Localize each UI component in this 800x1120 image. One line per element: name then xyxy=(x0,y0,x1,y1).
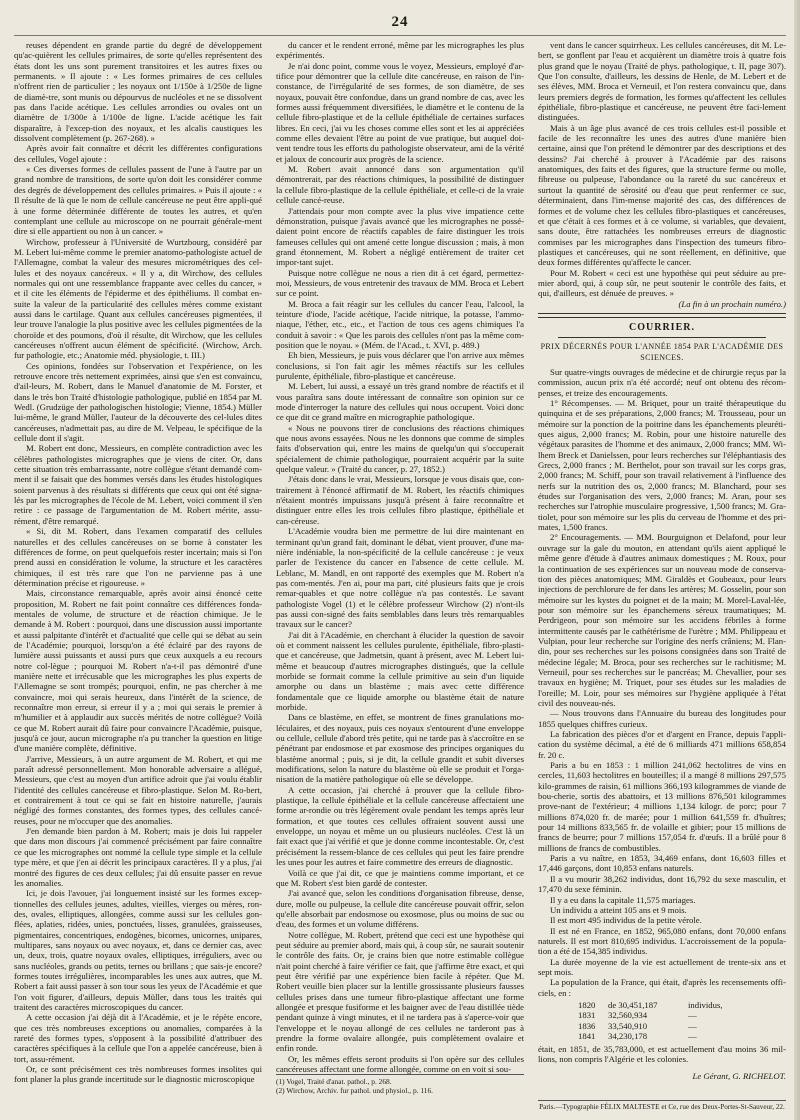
imprint: Paris.—Typographie FÉLIX MALTESTE et Ce, rue des Deux-Portes-St-Sauveur, 22. xyxy=(538,1100,786,1111)
paragraph: Notre collègue, M. Robert, prétend que ceci est une hypothèse qui peut séduire au premier abord, mais qui, à coup sûr, ne saurait soutenir le contrôle des faits. Or, je crains bien que notre estimable collègue n'ait point cherché à faire vérifier ce fait, que j'affirme être exact, et qui peut être vérifié par une expérience bien facile à répéter. Que M. Robert veuille bien placer sur la lentille grossissante plusieurs fausses cellules prises dans une tumeur fibro-plastique affectant une forme allongée et presque fusiforme et les baigner avec de l'eau distillée tiède pendant quinze à vingt minutes, et il ne tardera pas à s'aperce-voir que l'enveloppe et le noyau allongé de ces cellules ne tarderont pas à prendre la forme ovalaire allongée, puis complètement ovalaire et enfin ronde. xyxy=(276,929,524,1054)
table-row xyxy=(578,1021,786,1032)
title-rule xyxy=(558,337,766,338)
paragraph: J'arrive, Messieurs, à un autre argument de M. Robert, et qui me paraît adressé personnellement. Mon honorable adversaire a allégué, Messieurs, que c'est au moyen d'un artifice adroit que j'ai voulu établir l'identité des cellules cancéreuse et fibro-plastique. Selon M. Ro-bert, et contrairement à tout ce qui se fait en histoire naturelle, j'aurais négligé des formes constantes, des formes types, des cellules cancé-reuses, pour ne m'occuper que des anomalies. xyxy=(14,753,262,826)
paragraph: La durée moyenne de la vie est actuellement de trente-six ans et sept mois. xyxy=(538,956,786,977)
paragraph: Je n'ai donc point, comme vous le voyez, Messieurs, employé d'ar-tifice pour démontrer que la cellule dite cancéreuse, en raison de l'in-constance, de l'irrégularité de ses formes, de son diamètre, de ses noyaux, pouvait être confondue, dans un grand nombre de cas, avec les formes aussi fréquemment diversifiées, le diamètre et le contenu de la cellule fibro-plastique et de la cellule épithéliale de certaines surfaces libres. En ceci, j'ai vu les choses comme elles sont et les ai appréciées comme elles devaient l'être au point de vue pratique, but auquel doi-vent tendre tous les efforts du pathologiste observateur, ami de la vérité et jaloux de concourir aux progrès de la science. xyxy=(276,60,524,164)
footnote: (1) Vogel, Traité d'anat. pathol., p. 268. xyxy=(276,1077,392,1086)
paragraph: Or, les mêmes effets seront produits si l'on opère sur des cellules cancéreuses affectant une forme allongée, comme on en voit si sou- xyxy=(276,1053,524,1075)
table-cell-unit: — xyxy=(688,1031,697,1042)
paragraph: M. Robert avait annoncé dans son argumentation qu'il démontrerait, par des réactions chimiques, la possibilité de distinguer la cellule fibro-plastique de la cellule épithéliale, et celle-ci de la vraie cellule cancé-reuse. xyxy=(276,164,524,206)
paragraph: reuses dépendent en grande partie du degré de développement qu'ac-quièrent les cellules primaires, de sorte qu'elles représentent des états dont les uns sont purement transitoires et les autres fixes ou permanents. » Il ajoute : « Les formes primaires de ces cellules n'offrent rien de particulier ; les noyaux ont 1/150e à 1/250e de ligne de diamè-tre, sont munis ou dépourvus de nucléoles et ne se dissolvent pas dans l'acide acétique. Les cellules arrondies ou ovales ont un diamètre de 1/300e à 1/100e de ligne. L'acide acétique les fait disparaître, à l'excep-tion des noyaux, et les alcalis caustiques les dissolvent complètement (p. 267-268). » xyxy=(14,40,262,144)
paragraph: La fabrication des pièces d'or et d'argent en France, depuis l'appli-cation du système décimal, a été de 6 milliards 471 millions 658,854 fr. 20 c. xyxy=(538,729,786,760)
paragraph: Puisque notre collègue ne nous a rien dit à cet égard, permettez-moi, Messieurs, de vous entretenir des travaux de MM. Broca et Lebert sur ce point. xyxy=(276,267,524,299)
paragraph: Voilà ce que j'ai dit, ce que je maintiens comme important, et ce que M. Robert s'est bien gardé de contester. xyxy=(276,867,524,888)
table-cell-unit: individus, xyxy=(688,999,723,1010)
paragraph: Il a vu mourir 38,262 individus, dont 16,792 du sexe masculin, et 17,470 du sexe féminin. xyxy=(538,873,786,895)
paragraph: « Ces diverses formes de cellules passent de l'une à l'autre par un grand nombre de transitions, de sorte qu'on doit les considérer comme des degrés de développement des cellules primaires. » Puis il ajoute : « Il résulte de là que le nom de cellule cancéreuse ne peut être appli-qué à une forme déterminée différente de toutes les autres, et qu'en contemplant une cellule au microscope on ne pourrait générale-ment dire si elle appartient ou non à un cancer. » xyxy=(14,164,262,237)
paragraph: Ces opinions, fondées sur l'observation et l'expérience, on les retrouve encore très nettement exprimées, ainsi que s'en est convaincu, d'ail-leurs, M. Robert, dans le Manuel d'anatomie de M. Forster, et dans le très bon Traité d'histologie pathologique, publié en 1854 par M. Wedl. (Grudzüge der pathologischen histologie; Vienne, 1854.) Müller lui-même, le grand Müller, l'auteur de la découverte des cel-lules dites cancéreuses, n'admettait pas, au dire de M. Velpeau, le spécifique de la cellule dont il s'agit. xyxy=(14,360,262,444)
paragraph: Sur quatre-vingts ouvrages de médecine et de chirurgie reçus par la commission, aucun prix n'a été accordé; neuf ont obtenu des récom-penses, et treize des encouragements. xyxy=(538,366,786,398)
table-cell-unit: — xyxy=(688,1020,697,1031)
continued-note: (La fin à un prochain numéro.) xyxy=(678,298,786,309)
paragraph: M. Broca a fait réagir sur les cellules du cancer l'eau, l'alcool, la teinture d'iode, l'acide acétique, l'acide nitrique, la potasse, l'ammo-niaque, l'éther, etc., etc., et l'action de tous ces agens chimiques l'a conduit à savoir : « Que les parois des cellules n'ont pas la même com-position que le noyau. » (Mém. de l'Acad., t. XVI, p. 489.) xyxy=(276,298,524,350)
footnotes xyxy=(276,1074,524,1095)
table-cell-value: 34,230,178 xyxy=(608,1031,648,1042)
paragraph: Wirchow, professeur à l'Université de Wurtzbourg, considéré par M. Lebert lui-même comme le premier anatomo-pathologiste actuel de l'Allemagne, combat la valeur des mesures micrométriques des cel-lules et des noyaux cancéreux. « Il y a, dit Wirchow, des cellules normales qui ont une ressemblance frappante avec celles du cancer, » et il cite les éléments de l'épiderme et des épithéliums. Il combat en-suite la valeur de la particularité des cellules mères comme existant aussi dans le cartilage. Quant aux cellules cancéreuses pigmentées, il leur trouve l'analogie la plus positive avec les cellules pigmentées de la choroïde et des poumons, d'où il résulte, dit Wirchow, que les cellules cancéreuses n'offrent aucun élément de spécificité. (Wirchow, Arch. fur pathologie, etc.; Anatomie méd. physiologie, t. III.) xyxy=(14,236,262,361)
paragraph: Il y a eu dans la capitale 11,575 mariages. xyxy=(550,894,696,905)
paragraph: Mais à un âge plus avancé de ces trois cellules est-il possible et facile de les reconnaître les unes des autres d'une manière bien certaine, ainsi que l'on prétend le démontrer par des descriptions et des dessins? J'ai cherché à prouver à l'Académie par des raisons anatomiques, des faits et des figures, que la structure ferme ou molle, fibreuse ou pulpeuse, l'abondance ou la rareté du suc cancéreux et surtout la quantité de sérosité ou d'eau que peut renfermer ce suc, déterminaient, dans l'im-mense majorité des cas, des différences de formes et de volume chez les cellules fibro-plastiques et cancéreuses, et que c'était à ces formes et à ce volume, si variables, que devaient, sans doute, être rattachées les nombreuses erreurs de diagnostic commises par les micrographes dans l'inspection des tumeurs fibro-plastiques et cancéreuses, qui ne sont réellement, en définitive, que deux formes différentes qu'affecte le cancer. xyxy=(538,122,786,268)
table-row xyxy=(578,1000,786,1011)
paragraph: Après avoir fait connaître et décrit les différentes configurations des cellules, Vogel ajoute : xyxy=(14,143,262,164)
paragraph: A cette occasion j'ai déjà dit à l'Académie, et je le répète encore, que ces très nombreuses exceptions ou anomalies, comparées à la rareté des formes types, s'opposent à la possibilité d'attribuer des caractères spécifiques à la cellule que l'on a appelée cancéreuse, bien à tort, assu-rément. xyxy=(14,1012,262,1064)
footnote: (2) Wirchow, Archiv. fur pathol. und physiol., p. 116. xyxy=(276,1086,434,1095)
paragraph: J'en demande bien pardon à M. Robert; mais je dois lui rappeler que dans mon discours j'ai commencé précisément par faire connaître ce que les micrographes ont nommé la cellule type simple et la cellule type mère, et que j'en ai décrit les principaux caractères. Il y a plus, j'ai montré des figures de ces deux cellules; j'ai dû ensuite passer en revue les anomalies. xyxy=(14,826,262,888)
paragraph: J'étais donc dans le vrai, Messieurs, lorsque je vous disais que, con-trairement à l'énoncé affirmatif de M. Robert, les réactifs chimiques n'étaient montrés impuissans jusqu'à présent à faire reconnaître et distinguer entre elles les trois cellules fibro plastique, épithéliale et can-céreuse. xyxy=(276,474,524,526)
header-rule xyxy=(14,35,786,36)
paragraph: 1° Récompenses. — M. Briquet, pour un traité thérapeutique du quinquina et de ses préparations, 2,000 francs; M. Trousseau, pour un mémoire sur la ponction de la poitrine dans les épanchements pleuréti-ques aigus, 2,000 francs; M. Robin, pour une histoire naturelle des végétaux parasites de l'homme et des animaux, 2,000 francs; MM. Wi-lhem Breck et Danielssen, pour leurs recherches sur l'éléphantiasis des Grecs, 2,000 francs ; M. Berthelot, pour son travail sur les corps gras, 2,000 francs; M. Schiff, pour son travail relativement à l'influence des nerfs sur la nutrition des os, 2,000 francs; M. Blanchard, pour ses études sur l'organisation des vers, 2,000 francs; M. Aran, pour ses recherches sur l'atrophie musculaire progressive, 1,500 francs; M. Gra-tiolet, pour son mémoire sur les plis du cerveau de l'homme et des pri-mates, 1,500 francs. xyxy=(538,398,786,533)
paragraph: Ici, je dois l'avouer, j'ai longuement insisté sur les formes excep-tionnelles des cellules jeunes, adultes, vieilles, vierges ou mères, ron-des, ovales, elliptiques, allongées, comme aussi sur les cellules gon-flées, aplaties, ridées, unies, ponctuées, lisses, granulées, graisseuses, pigmentaires, concentriques, endogènes, bicornes, unicornes, unipares, multipares, sans noyaux ou avec noyaux, et, dans ce dernier cas, avec un, deux, trois, quatre noyaux ovales, elliptiques, irréguliers, avec ou sans nucléoles, grands ou petits, ternes ou brillans ; que sais-je encore? formes toutes irrégulières, incomparables les unes aux autres, que M. Robert a fait aussi passer à son tour sous les yeux de l'Académie et que l'on voit figurer, d'ailleurs, depuis Müller, dans tous les traités qui traitent des caractères microscopiques du cancer. xyxy=(14,888,262,1012)
paragraph: A cette occasion, j'ai cherché à prouver que la cellule fibro-plastique, la cellule épithéliale et la cellule cancéreuse affectaient une forme ar-rondie ou très légèrement ovale pendant les temps après leur formation, et que toutes ces cellules offraient souvent aussi une enveloppe, un noyau et même un ou plusieurs nucléoles. C'est là un fait exact que j'ai vérifié et que je donne comme incontestable. Or, c'est précisément la ressem-blance de ces cellules qui peut les faire prendre les unes pour les autres et faire commettre des erreurs de diagnostic. xyxy=(276,784,524,868)
table-followup: était, en 1851, de 35,783,000, et est actuellement d'au moins 36 mil-lions, non compris l'Algérie et les colonies. xyxy=(538,1043,786,1065)
column-3-article-end xyxy=(538,40,786,299)
table-cell-year: 1841 xyxy=(578,1031,596,1042)
table-cell-unit: — xyxy=(688,1010,697,1021)
table-cell-year: 1831 xyxy=(578,1010,596,1021)
column-3 xyxy=(538,40,786,1090)
section-subtitle: PRIX DÉCERNÉS POUR L'ANNÉE 1854 PAR L'ACADÉMIE DES SCIENCES. xyxy=(540,342,784,362)
paragraph: J'ai dit à l'Académie, en cherchant à élucider la question de savoir où et comment naissent les cellules purulente, épithéliale, fibro-plasti-que et cancéreuse, que Jadmetsin, quant à présent, avec M. Lebert lui-même et beaucoup d'autres micrographes distingués, que la cellule morbide se formait comme la cellule primitive au sein d'un liquide amorphe ou dans un blastème ; mais avec cette différence fondamentale que ce liquide amorphe ou blastème était de nature morbide. xyxy=(276,629,524,712)
courrier-body xyxy=(538,367,786,998)
paragraph: M. Robert ent donc, Messieurs, en complète contradiction avec les célèbres pathologistes micrographes que je viens de citer. Or, dans cette situation très embarrassante, notre collègue s'étant demandé com-ment il se faisait que des hommes versés dans les études histologiques soient parvenus à des résultats si différents que ceux qui ont été signa-lés par les micrographes de l'école de M. Lebert, voici comment il s'en retire : ce passage de l'argumentation de M. Robert mérite, assu-rément, d'être remarqué. xyxy=(14,443,262,526)
section-title: COURRIER. xyxy=(629,321,695,333)
column-2 xyxy=(276,40,524,1090)
paragraph: La population de la France, qui était, d'après les recensements offi-ciels, en : xyxy=(538,977,786,998)
table-cell-value: 32,560,934 xyxy=(608,1010,648,1021)
paragraph: Un individu a atteint 105 ans et 9 mois. xyxy=(550,904,687,915)
paragraph: J'ai avancé que, selon les conditions d'organisation fibreuse, dense, dure, molle ou pulpeuse, la cellule dite cancéreuse pouvait offrir, selon qu'elle absorbait par endosmose ou exosmose, plus ou moins de suc ou d'eau, des formes et un volume différens. xyxy=(276,888,524,930)
paragraph: J'attendais pour mon compte avec la plus vive impatience cette démonstration, puisque j'avais avancé que les micrographes ne possé-daient point encore de réactifs capables de faire distinguer les trois fameuses cellules qui ont amené cette longue discussion ; mais, à mon grand étonnement, M. Robert a négligé entièrement de traiter cet impor-tant sujet. xyxy=(276,205,524,268)
table-cell-year: 1836 xyxy=(578,1020,596,1031)
paragraph: Eh bien, Messieurs, je puis vous déclarer que l'on arrive aux mêmes conclusions, si l'on fait agir les mêmes réactifs sur les cellules purulente, épithéliale, fibro-plastique et cancéreuse. xyxy=(276,350,524,381)
paragraph: Or, ce sont précisément ces très nombreuses formes insolites qui font planer la plus grande incertitude sur le diagnostic microscopique xyxy=(14,1064,262,1085)
section-divider xyxy=(538,313,786,318)
paragraph: Paris a vu naître, en 1853, 34,469 enfans, dont 16,603 filles et 17,446 garçons, dont 10,853 enfans naturels. xyxy=(538,853,786,874)
paragraph: Dans ce blastème, en effet, se montrent de fines granulations mo-léculaires, et des noyaux, puis ces noyaux s'entourent d'une enveloppe ou cellule, cellule d'abord très petite, qui ne tarde pas à s'accroître en se pénétrant par endosmose et par exosmose des principes organiques du blastème anormal ; puis, si je dit, la cellule grandit et subit diverses modifications, selon la nature du blastème où elle se produit et l'orga-nisation de la matière pathologique où elle se développe. xyxy=(276,712,524,785)
population-table xyxy=(578,1000,786,1042)
table-cell-year: 1820 xyxy=(578,999,596,1010)
paragraph: Il est né en France, en 1852, 965,080 enfans, dont 70,000 enfans naturels. Il est mort 810,695 individus. L'accroissement de la popula-tion a été de 154,385 individus. xyxy=(538,925,786,957)
paragraph: « Nous ne pouvons tirer de conclusions des réactions chimiques que nous avons essayées. Nous ne les donnons que comme de simples faits d'observation qui, entre les mains de quelqu'un qui s'occuperait spécialement de chimie pathologique, pourraient acquérir par la suite quelque valeur. » (Traité du cancer, p. 27, 1852.) xyxy=(276,422,524,475)
paragraph: Paris a bu en 1853 : 1 million 241,062 hectolitres de vins en cercles, 11,603 hectolitres en bouteilles; il a mangé 8 millions 297,575 kilo-grammes de raisin, 61 millions 366,193 kilogrammes de viande de bou-cherie, sortis des abattoirs, et 13 millions 876,501 kilogrammes prove-nant de l'extérieur; 4 millions 1,134 kilogr. de porc; pour 7 millions 874,020 fr. de marée; pour 1 million 641,559 fr. d'huîtres; pour 14 millions 833,565 fr. de volaille et gibier; pour 15 millions de francs de beurre; pour 7 millions 157,054 fr. d'œufs. Il a brûlé pour 8 millions de francs de combustibles. xyxy=(538,760,786,853)
column-1 xyxy=(14,40,262,1090)
paragraph: Mais, circonstance remarquable, après avoir ainsi énoncé cette proposition, M. Robert ne fait point connaître ces différences fonda-mentales de volume, de structure et de réaction chimique. Je le demande à M. Robert : pourquoi, dans une discussion aussi importante et aussi palpitante d'intérêt et d'actualité que celle qui se débat au sein de l'Académie; pourquoi, lorsqu'on a été éclairé par des rayons de lumière aussi puissants et aussi purs que ceux auxquels a eu recours notre col-lègue ; pourquoi M. Robert n'a-t-il pas démontré d'une manière nette et irrécusable que les micrographes les plus experts de l'Allemagne se sont trompés; pourquoi, enfin, ne pas chercher à me convaincre, moi qui serais heureux, dans l'intérêt de la science, de reconnaître mon erreur, si erreur il y a ; moi qui serais le premier à m'humilier et à applaudir aux succès mérités de notre collègue? Voilà ce que M. Robert aurait dû faire pour convaincre l'Académie, puisque, jusqu'à ce jour, aucun micrographe n'a pu trancher la question en litige d'une manière complète, définitive. xyxy=(14,588,262,754)
paragraph: — Nous trouvons dans l'Annuaire du bureau des longitudes pour 1855 quelques chiffres curieux. xyxy=(538,708,786,729)
paragraph: Pour M. Robert « ceci est une hypothèse qui peut séduire au pre-mier abord, qui, à coup sûr, ne peut soutenir le contrôle des faits, et qui, d'ailleurs, est dénuée de preuves. » xyxy=(538,267,786,299)
paragraph: 2° Encouragements. — MM. Bourguignon et Delafond, pour leur ouvrage sur la gale du mouton, en attendant qu'ils aient appliqué le même genre d'étude à d'autres animaux domestiques ; M. Roux, pour la continuation de ses expériences sur un nouveau mode de conserva-tion des pièces anatomiques; MM. Giraldès et Goubeaux, pour leurs injections de perchlorure de fer dans les artères; M. Gosselin, pour son mémoire sur les kystes du poignet et de la main; M. Morel-Laval-lée, pour son mémoire sur les épanchemens séreux traumatiques; M. Perdrigeon, pour son mémoire sur les accidens fébriles à forme intermittente causés par le cathétérisme de l'urètre ; MM. Philippeau et Vulpian, pour leur recherche sur l'origine des nerfs crâniens; M. Flan-din, pour ses recherches sur les poisons consignées dans son Traité de médecine légale; M. Broca, pour ses recherches sur le rachitisme; M. Verneuil, pour ses recherches sur le pancréas; M. Chevallier, pour ses travaux en hygiène; M. Triquet, pour ses études sur les maladies de l'oreille; M. Loir, pour ses mémoires sur l'hygiène appliquée à l'état civil des nouveau-nés. xyxy=(538,532,786,708)
page-edge xyxy=(794,0,800,1120)
signature: Le Gérant, G. RICHELOT. xyxy=(692,1070,786,1081)
table-cell-value: 33,540,910 xyxy=(608,1020,648,1031)
table-row xyxy=(578,1010,786,1021)
page-number: 24 xyxy=(391,14,409,30)
table-cell-value: de 30,451,187 xyxy=(608,999,658,1010)
table-row xyxy=(578,1031,786,1042)
paragraph: L'Académie voudra bien me permettre de lui dire maintenant en terminant qu'un grand fait, dominant le débat, vient prouver, d'une ma-nière indéniable, la non-spécificité de la cellule cancéreuse : je veux parler de l'existence du cancer en l'absence de cette cellule. M. Leblanc, M. Mandl, en ont rapporté des exemples que M. Robert n'a pas com-mentés. J'en ai, pour ma part, cité plusieurs faits que je crois remar-quables et que notre collègue n'a pas contestés. Le savant pathologiste Vogel (1) et le célèbre professeur Wirchow (2) n'ont-ils pas aussi con-signé des faits semblables dans leurs très remarquables travaux sur le cancer? xyxy=(276,526,524,630)
paragraph: vent dans le cancer squirrheux. Les cellules cancéreuses, dit M. Le-bert, se gonflent par l'eau et acquièrent un diamètre trois à quatre fois plus grand que le noyau (Traité de phys. pathologique, t. II, page 307). Que l'on consulte, d'ailleurs, les dessins de Henle, de M. Lebert et de ses élèves, MM. Broca et Verneuil, et l'on restera convaincu que, dans leurs premiers degrés de formation, les formes qu'affectent les cellules épithéliale, fibro-plastique et cancéreuse, ne peuvent être faci-lement distinguées. xyxy=(538,40,786,123)
paragraph: « Si, dit M. Robert, dans l'examen comparatif des cellules naturelles et des cellules cancéreuses on se borne à constater les différences de forme, on peut quelquefois rester incertain; mais si l'on prend aussi en considération le volume, la structure et les caractères chimiques, il est très rare que l'on ne parvienne pas à une détermination précise et rigoureuse. » xyxy=(14,526,262,588)
paragraph: M. Lebert, lui aussi, a essayé un très grand nombre de réactifs et il vous paraîtra sans doute intéressant de connaître son opinion sur ce mode d'interroger la nature des cellules qui nous occupent. Voici donc ce que dit ce grand maître en micrographie pathologique. xyxy=(276,381,524,423)
paragraph: du cancer et le rendent erroné, même par les micrographes les plus expérimentés. xyxy=(276,40,524,61)
paragraph: Il est mort 495 individus de la petite vérole. xyxy=(550,915,702,926)
